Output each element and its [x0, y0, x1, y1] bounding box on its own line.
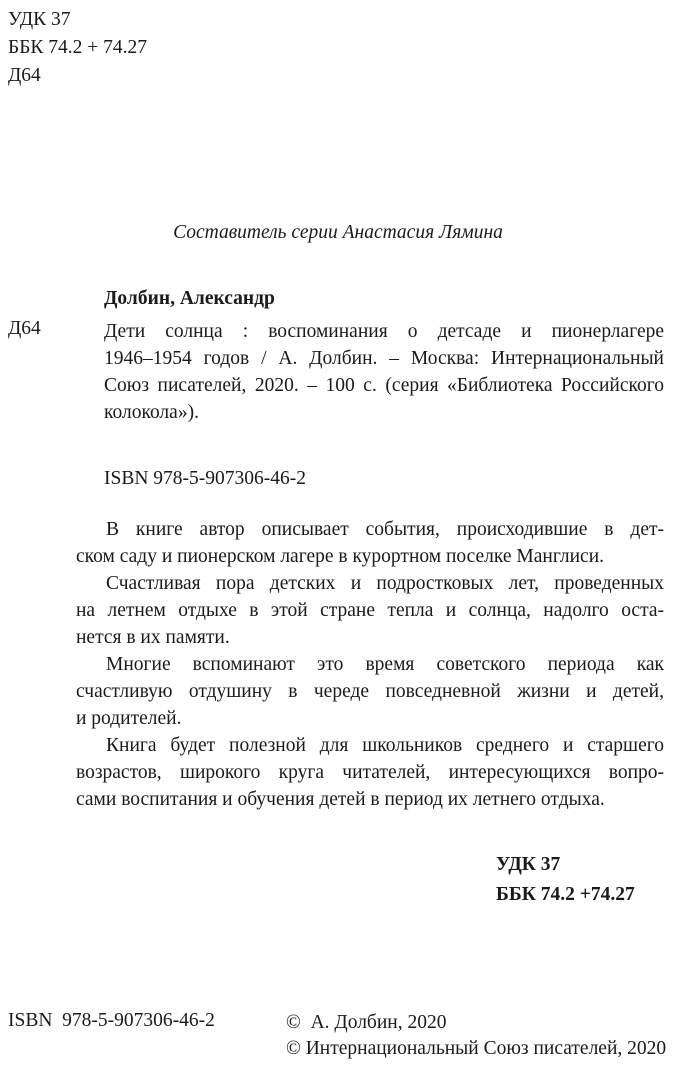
annotation: [76, 516, 664, 813]
annotation-line: ском саду и пионерском лагере в курортном поселке Манглиси.: [76, 546, 605, 567]
bbk-code-bottom: ББК 74.2 +74.27: [496, 884, 635, 905]
bbk-code: ББК 74.2 + 74.27: [8, 37, 148, 58]
author-sign: Д64: [8, 65, 41, 86]
bibliographic-description: [104, 318, 664, 426]
bottom-classification-codes: [496, 850, 635, 910]
annotation-line: Счастливая пора детских и подростковых лет, проведенных: [106, 573, 664, 594]
annotation-line: и родителей.: [76, 708, 182, 729]
annotation-line: возрастов, широкого круга читателей, интересующихся вопро-: [76, 762, 664, 783]
description-line: Союз писателей, 2020. – 100 с. (серия «Библиотека Российского: [104, 375, 664, 396]
annotation-line: сами воспитания и обучения детей в период их летнего отдыха.: [76, 789, 605, 810]
annotation-line: Многие вспоминают это время советского периода как: [106, 654, 664, 675]
author-sign-margin: Д64: [8, 318, 41, 339]
copyright-block: [286, 1010, 666, 1062]
annotation-line: В книге автор описывает события, происходившие в дет-: [106, 519, 664, 540]
series-compiler: Составитель серии Анастасия Лямина: [173, 222, 503, 243]
annotation-line: нется в их памяти.: [76, 627, 230, 648]
annotation-line: на летнем отдыхе в этой стране тепла и солнца, надолго оста-: [76, 600, 664, 621]
copyright-author: © А. Долбин, 2020: [286, 1012, 447, 1033]
description-line: Дети солнца : воспоминания о детсаде и пионерлагере: [104, 321, 664, 342]
header-classification-codes: [8, 6, 147, 90]
isbn-footer: ISBN 978-5-907306-46-2: [8, 1010, 215, 1031]
udk-code: УДК 37: [8, 9, 71, 30]
description-line: 1946–1954 годов / А. Долбин. – Москва: Интернациональный: [104, 348, 664, 369]
annotation-line: счастливую отдушину в череде повседневной жизни и детей,: [76, 681, 664, 702]
annotation-line: Книга будет полезной для школьников среднего и старшего: [106, 735, 664, 756]
copyright-publisher: © Интернациональный Союз писателей, 2020: [286, 1038, 667, 1059]
author-heading: Долбин, Александр: [104, 288, 275, 309]
udk-code-bottom: УДК 37: [496, 854, 561, 875]
description-line: колокола»).: [104, 402, 199, 423]
isbn: ISBN 978-5-907306-46-2: [104, 468, 307, 489]
